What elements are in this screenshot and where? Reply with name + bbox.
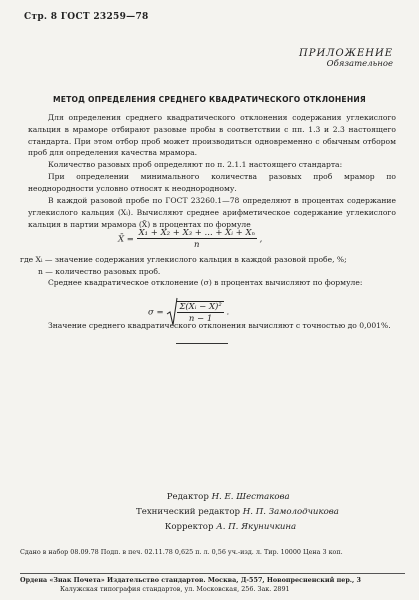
mean-formula-fraction <box>137 228 257 250</box>
sigma-formula-lhs: σ = <box>148 307 164 318</box>
paragraph-7 <box>28 277 396 289</box>
mean-formula <box>118 228 262 250</box>
paragraph-4 <box>28 195 396 230</box>
credits-block <box>136 490 339 535</box>
imprint-line-1: Сдано в набор 08.09.78 Подп. в печ. 02.11.78 0,625 п. л. 0,56 уч.-изд. л. Тир. 10000 Цена 3 коп. <box>20 548 343 556</box>
paragraph-3 <box>28 171 396 195</box>
paragraph-3-text: При определении минимального количества разовых проб мрамор по неоднородности условно относят к неоднородному. <box>28 172 396 193</box>
appendix-label <box>299 48 393 69</box>
mean-formula-denominator: n <box>194 240 200 250</box>
sigma-formula-tail: . <box>226 307 230 318</box>
paragraph-1-text: Для определения среднего квадратического отклонения содержания углекислого кальция в мраморе отбирают разовые пробы в соответствии с пп. 1.3 и 2.3 настоящего стандарта. При этом отбор проб может производиться одновременно с обычным отбором проб для определения качества мрамора. <box>28 113 396 158</box>
credit-tech-editor <box>136 505 339 520</box>
publisher-block <box>20 573 405 594</box>
section-title: МЕТОД ОПРЕДЕЛЕНИЯ СРЕДНЕГО КВАДРАТИЧЕСКОГО ОТКЛОНЕНИЯ <box>53 95 366 104</box>
imprint-line-2: Ордена «Знак Почета» Издательство стандартов. Москва, Д-557, Новопресненский пер., 3 <box>20 576 361 584</box>
paragraph-2 <box>28 159 396 171</box>
paragraph-8 <box>28 320 396 332</box>
appendix-title: ПРИЛОЖЕНИЕ <box>299 48 393 59</box>
mean-formula-lhs: X̄ = <box>118 234 134 245</box>
corrector-label: Корректор <box>164 522 214 532</box>
page-header: Стр. 8 ГОСТ 23259—78 <box>24 12 149 22</box>
imprint-line-3: Калужская типография стандартов, ул. Московская, 256. Зак. 2891 <box>60 585 290 593</box>
separator-line <box>176 343 228 344</box>
editor-name: Н. Е. Шестакова <box>211 492 290 502</box>
appendix-status: Обязательное <box>326 59 393 69</box>
credit-editor <box>136 490 339 505</box>
tech-editor-name: Н. П. Замолодчикова <box>242 507 339 517</box>
paragraph-2-text: Количество разовых проб определяют по п. 2.1.1 настоящего стандарта: <box>48 160 343 169</box>
tech-editor-label: Технический редактор <box>136 507 241 517</box>
credit-corrector <box>136 520 339 535</box>
editor-label: Редактор <box>166 492 209 502</box>
paragraph-7-text: Среднее квадратическое отклонение (σ) в процентах вычисляют по формуле: <box>48 278 363 287</box>
sigma-formula-denominator: n − 1 <box>188 313 213 324</box>
corrector-name: А. П. Якуничкина <box>216 522 297 532</box>
paragraph-8-text: Значение среднего квадратического отклонения вычисляют с точностью до 0,001%. <box>48 321 391 330</box>
mean-formula-numerator: X₁ + X₂ + X₃ + ... + Xᵢ + Xₙ <box>138 228 255 238</box>
paragraph-1 <box>28 112 396 159</box>
mean-formula-tail: , <box>259 234 263 245</box>
paragraph-4-text: В каждой разовой пробе по ГОСТ 23260.1—78 определяют в процентах содержание углекислого кальция (Xᵢ). Вычисляют среднее арифметическое содержание углекислого кальция в партии мрамора (X̄) в процентах по формуле <box>28 196 396 229</box>
paragraph-5: где Xᵢ — значение содержания углекислого кальция в каждой разовой пробе, %; <box>20 255 347 264</box>
paragraph-6: n — количество разовых проб. <box>38 267 161 276</box>
sigma-formula-numerator: Σ(Xᵢ − X̄)² <box>179 301 222 312</box>
